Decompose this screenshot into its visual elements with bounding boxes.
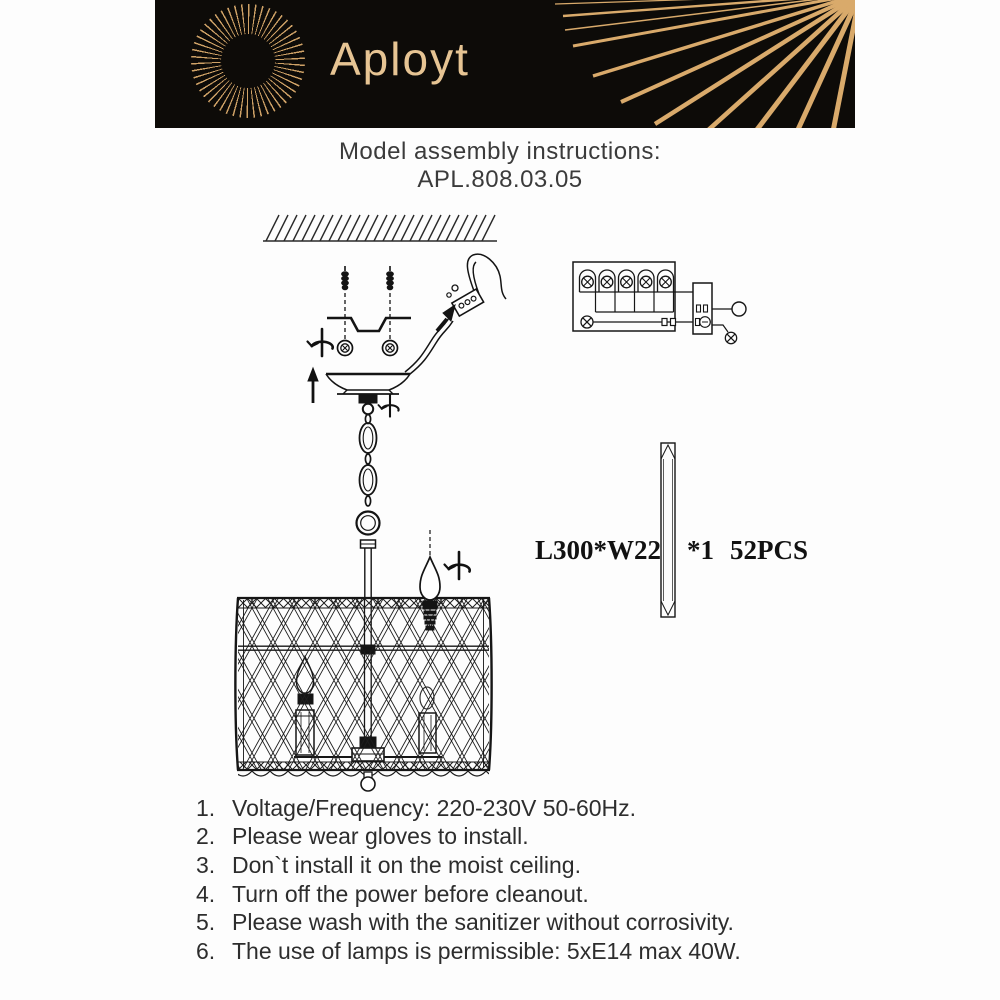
suspension-chain xyxy=(357,415,380,599)
instruction-text: Turn off the power before cleanout. xyxy=(232,880,589,907)
wall-anchor xyxy=(342,266,349,290)
model-number: APL.808.03.05 xyxy=(417,166,583,193)
wall-anchor xyxy=(387,266,394,290)
rotate-icon xyxy=(445,552,470,579)
up-arrow-icon xyxy=(308,368,318,403)
instruction-text: Don`t install it on the moist ceiling. xyxy=(232,851,581,878)
mounting-bracket xyxy=(327,318,411,331)
brand-header xyxy=(155,0,855,128)
crystal-rod xyxy=(661,443,675,617)
crystal-pieces: 52PCS xyxy=(730,535,809,565)
instruction-text: Voltage/Frequency: 220-230V 50-60Hz. xyxy=(232,794,637,821)
ceiling-hatch xyxy=(263,215,497,241)
instruction-number: 1. xyxy=(196,794,216,821)
candle-bulb xyxy=(420,557,440,600)
instruction-item xyxy=(196,851,741,880)
instruction-item xyxy=(196,908,741,937)
drum-mesh-shade xyxy=(235,598,491,791)
instruction-number: 5. xyxy=(196,909,216,936)
rotate-icon xyxy=(308,329,333,356)
screw-head xyxy=(383,341,398,356)
crystal-dimensions-label: L300*W22 xyxy=(535,535,662,565)
instruction-number: 3. xyxy=(196,851,216,878)
instruction-text: The use of lamps is permissible: 5xE14 max 40W. xyxy=(232,937,741,964)
crystal-quantity-label xyxy=(687,535,808,566)
assembly-diagram xyxy=(155,200,845,800)
crystal-qty: *1 xyxy=(687,535,714,565)
instruction-number: 2. xyxy=(196,823,216,850)
instructions-list xyxy=(196,794,741,966)
screw-head xyxy=(338,341,353,356)
instruction-text: Please wash with the sanitizer without corrosivity. xyxy=(232,909,734,936)
instruction-number: 4. xyxy=(196,880,216,907)
instruction-text: Please wear gloves to install. xyxy=(232,823,529,850)
instruction-item xyxy=(196,937,741,966)
page-title: Model assembly instructions: xyxy=(338,138,662,165)
brand-name: Aployt xyxy=(330,33,470,85)
canopy xyxy=(326,374,410,417)
wiring-diagram xyxy=(573,262,746,344)
sunburst-logo-icon xyxy=(191,4,305,118)
instruction-number: 6. xyxy=(196,937,216,964)
corner-rays-decoration xyxy=(535,0,855,128)
direction-arrow-icon xyxy=(437,305,455,331)
instruction-item xyxy=(196,823,741,852)
power-wire xyxy=(405,254,506,374)
rotate-icon xyxy=(378,395,398,417)
instruction-item xyxy=(196,880,741,909)
mounting-hardware xyxy=(308,266,412,403)
instruction-item xyxy=(196,794,741,823)
